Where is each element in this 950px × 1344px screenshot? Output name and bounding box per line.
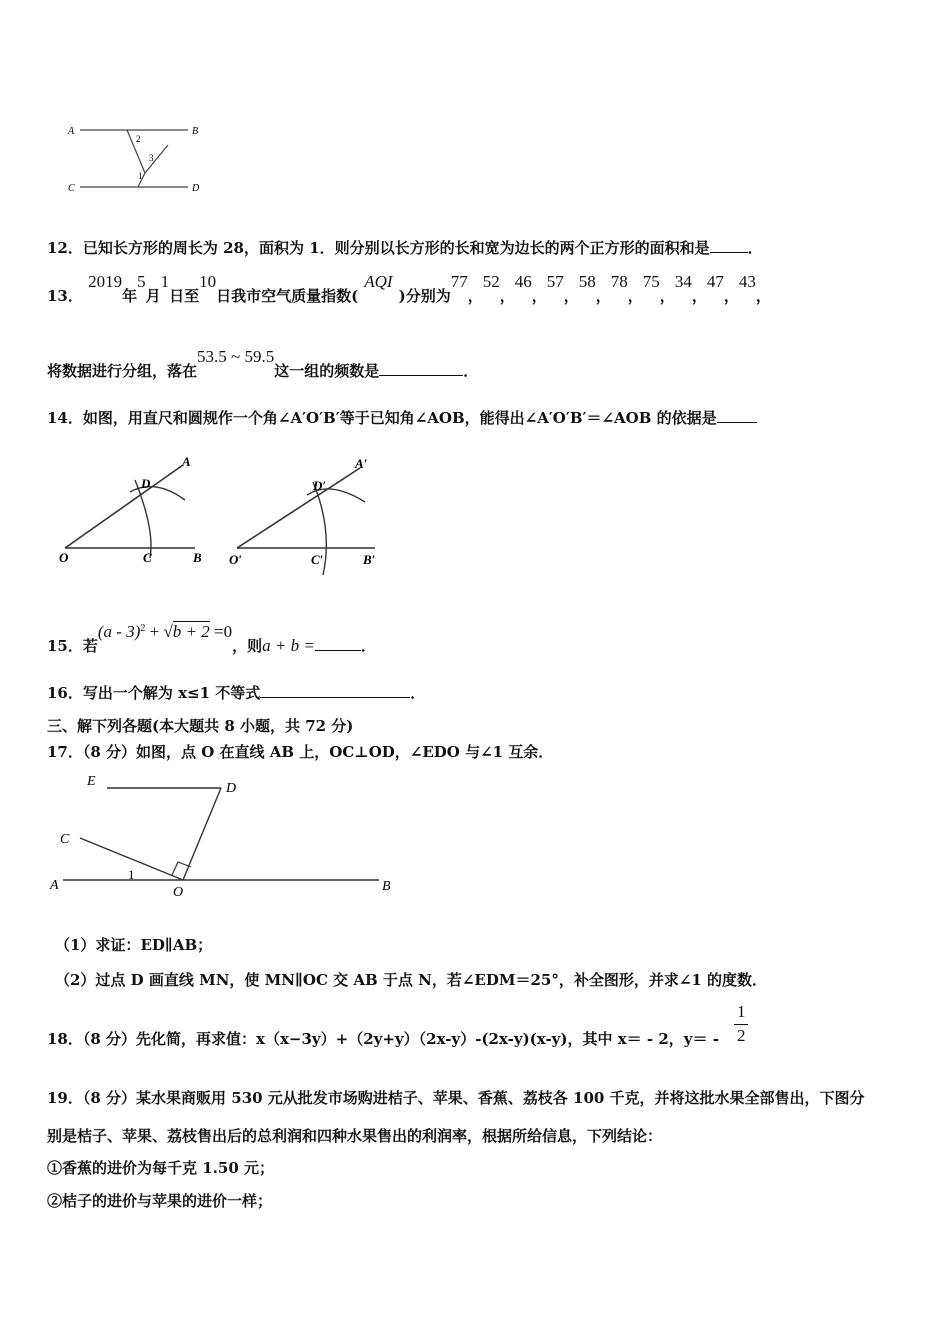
q18-fraction-numerator: 1 <box>737 1002 746 1021</box>
label-O-prime: O′ <box>229 552 243 567</box>
label-C-prime: C′ <box>311 552 324 567</box>
q15-text: 15．若 <box>47 637 98 655</box>
q13-day2: 10 <box>199 272 217 291</box>
label-B: B <box>192 126 199 137</box>
angle-1-label: 1 <box>128 867 135 882</box>
q17-part-1: （1）求证：ED∥AB； <box>55 936 213 954</box>
label-C: C <box>68 183 75 194</box>
q15-expr1: (a - 3) <box>97 622 141 641</box>
q18-fraction-bar <box>734 1024 748 1025</box>
question-19-line-2: 别是桔子、苹果、荔枝售出后的总利润和四种水果售出的利润率，根据所给信息，下列结论： <box>47 1127 663 1145</box>
question-14 <box>47 407 757 428</box>
q13-aqi: AQI <box>364 272 393 291</box>
question-13: 13． 2019年5月1日至10日我市空气质量指数(AQI)分别为77，52，46，57，58，78，75，34，47，43， <box>47 272 771 305</box>
q13-value: 77 <box>450 272 468 291</box>
q13-year-text: 年 <box>122 287 138 305</box>
q17-part-2: （2）过点 D 画直线 MN，使 MN∥OC 交 AB 于点 N，若∠EDM＝25°，补全图形，并求∠1 的度数． <box>55 971 768 989</box>
q16-text: 16．写出一个解为 x≤1 不等式 <box>47 684 261 702</box>
question-13-line-2 <box>47 347 479 381</box>
label-A: A <box>182 454 191 469</box>
angle-1: 1 <box>138 171 143 181</box>
q19-statement-1: ①香蕉的进价为每千克 1.50 元； <box>47 1159 274 1177</box>
label-A-prime: A′ <box>355 456 368 471</box>
q13-tail: ． <box>463 362 479 380</box>
q16-blank[interactable] <box>260 696 410 698</box>
figure-17 <box>45 770 405 900</box>
q13-range: 53.5 ~ 59.5 <box>197 347 275 366</box>
q13-day1: 1 <box>160 272 170 291</box>
q13-value: 43 <box>738 272 756 291</box>
q13-month: 5 <box>137 272 146 291</box>
angle-3: 3 <box>149 153 154 163</box>
q18-fraction-denominator: 2 <box>737 1026 746 1045</box>
q13-value: 58 <box>578 272 596 291</box>
q14-blank[interactable] <box>717 421 757 423</box>
q13-mid-text: 日我市空气质量指数( <box>216 287 359 305</box>
angle-construction-figure-right <box>225 450 400 585</box>
q13-value: 47 <box>706 272 724 291</box>
parallel-lines-figure <box>60 115 210 200</box>
angle-construction-figure-left <box>55 450 215 575</box>
q12-text: 12．已知长方形的周长为 28，面积为 1．则分别以长方形的长和宽为边长的两个正方形的面积和是 <box>47 239 710 257</box>
q16-tail: ． <box>410 684 426 702</box>
label-D: D <box>226 781 237 796</box>
q15-plus: + <box>145 622 164 641</box>
q13-value: 78 <box>610 272 628 291</box>
q12-blank[interactable] <box>710 251 748 253</box>
q15-blank[interactable] <box>315 649 361 651</box>
section-3-title: 三、解下列各题(本大题共 8 小题，共 72 分) <box>47 717 354 735</box>
label-D-prime: D′ <box>313 478 327 493</box>
question-17: 17．（8 分）如图，点 O 在直线 AB 上，OC⊥OD，∠EDO 与∠1 互余． <box>47 743 554 761</box>
q18-text: 18．（8 分）先化简，再求值：x（x−3y）+（2y+y）（2x-y）-(2x-y)(x-y)，其中 x＝ - 2，y＝ - <box>47 1030 719 1048</box>
label-A: A <box>68 126 75 137</box>
q15-eq-zero: =0 <box>209 622 233 641</box>
q13-value: 57 <box>546 272 564 291</box>
q15-tail: ． <box>360 637 376 655</box>
label-C: C <box>60 832 70 847</box>
q13-blank[interactable] <box>379 374 463 376</box>
q13-day1-text: 日至 <box>169 287 200 305</box>
angle-2: 2 <box>136 134 141 144</box>
q13-month-text: 月 <box>145 287 161 305</box>
q13-after-text: )分别为 <box>398 287 451 305</box>
question-18 <box>47 1028 719 1049</box>
label-C: C <box>143 550 152 565</box>
question-16 <box>47 682 425 703</box>
label-D: D <box>141 476 151 491</box>
sqrt-sign-icon: √ <box>163 622 173 641</box>
label-B-prime: B′ <box>363 552 376 567</box>
label-B: B <box>193 550 202 565</box>
q13-value: 46 <box>514 272 532 291</box>
q15-expr2: a + b = <box>262 636 315 655</box>
question-12 <box>47 237 763 258</box>
q13-value: 34 <box>674 272 692 291</box>
q15-then: ，则 <box>232 637 263 655</box>
q13-line2-text-b: 这一组的频数是 <box>274 362 380 380</box>
question-19-line-1: 19．（8 分）某水果商贩用 530 元从批发市场购进桔子、苹果、香蕉、荔枝各 100 千克，并将这批水果全部售出，下图分 <box>47 1089 865 1107</box>
label-A: A <box>50 878 59 893</box>
label-E: E <box>87 774 96 789</box>
q19-statement-2: ②桔子的进价与苹果的进价一样； <box>47 1192 273 1210</box>
label-O: O <box>59 550 69 565</box>
q15-radicand: b + 2 <box>172 622 210 641</box>
label-D: D <box>192 183 200 194</box>
q14-text: 14．如图，用直尺和圆规作一个角∠A′O′B′等于已知角∠AOB，能得出∠A′O′B′＝∠AOB 的依据是 <box>47 409 717 427</box>
q13-value: 75 <box>642 272 660 291</box>
q13-value: 52 <box>482 272 500 291</box>
q13-number: 13． <box>47 287 83 305</box>
q13-year: 2019 <box>88 272 123 291</box>
q12-tail: ． <box>747 239 763 257</box>
q15-exponent: 2 <box>140 623 146 634</box>
label-B: B <box>382 879 391 894</box>
question-15 <box>47 622 376 656</box>
q13-line2-text: 将数据进行分组，落在 <box>47 362 198 380</box>
label-O: O <box>173 885 184 900</box>
